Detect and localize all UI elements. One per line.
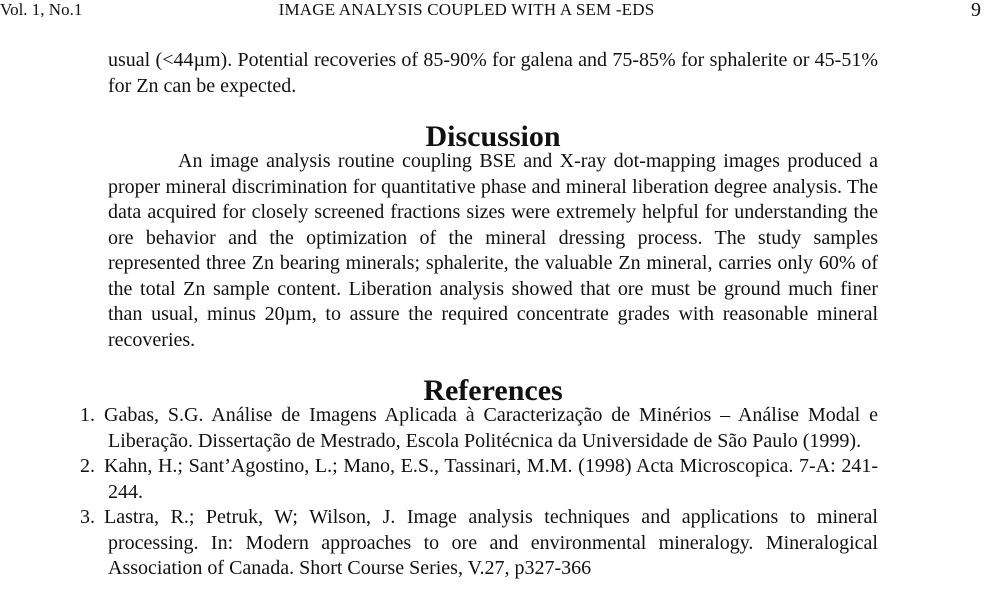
reference-item	[80, 403, 878, 454]
page-body	[80, 48, 878, 582]
page-number: 9	[971, 0, 981, 21]
reference-text: Kahn, H.; Sant’Agostino, L.; Mano, E.S., Tassinari, M.M. (1998) Acta Microscopica. 7-A: 241-244.	[104, 455, 878, 503]
reference-number: 1.	[80, 404, 95, 426]
running-title: IMAGE ANALYSIS COUPLED WITH A SEM -EDS	[278, 0, 655, 19]
reference-number: 3.	[80, 506, 95, 528]
intro-paragraph: usual (<44µm). Potential recoveries of 85-90% for galena and 75-85% for sphalerite or 45-51% for Zn can be expected.	[108, 49, 878, 97]
journal-volume: Vol. 1, No.1	[0, 0, 83, 19]
reference-text: Gabas, S.G. Análise de Imagens Aplicada à Caracterização de Minérios – Análise Modal e Liberação. Dissertação de Mestrado, Escola Politécnica da Universidade de São Paulo (1999).	[104, 404, 878, 452]
reference-item	[80, 505, 878, 582]
references-list	[80, 403, 878, 582]
discussion-heading: Discussion	[425, 120, 561, 153]
reference-text: Lastra, R.; Petruk, W; Wilson, J. Image analysis techniques and applications to mineral processing. In: Modern approaches to ore and environmental mineralogy. Mineralogical Association of Canada. Short Course Series, V.27, p327-366	[104, 506, 878, 579]
running-header	[0, 0, 985, 24]
reference-number: 2.	[80, 455, 95, 477]
discussion-paragraph: An image analysis routine coupling BSE and X-ray dot-mapping images produced a proper mineral discrimination for quantitative phase and mineral liberation degree analysis. The data acquired for closely screened fractions sizes were extremely helpful for understanding the ore behavior and the optimization of the mineral dressing process. The study samples represented three Zn bearing minerals; sphalerite, the valuable Zn mineral, carries only 60% of the total Zn sample content. Liberation analysis showed that ore must be ground much finer than usual, minus 20µm, to assure the required concentrate grades with reasonable mineral recoveries.	[108, 150, 878, 351]
references-heading: References	[423, 374, 563, 407]
reference-item	[80, 454, 878, 505]
